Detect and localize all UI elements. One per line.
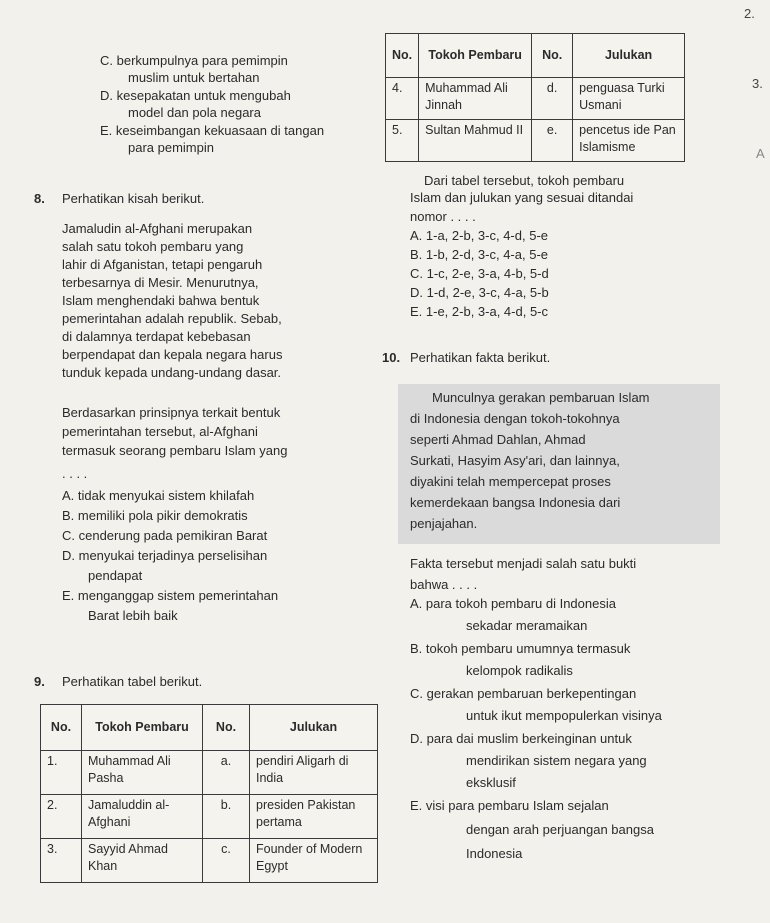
table-cell: d. <box>532 78 573 120</box>
table-cell: e. <box>532 120 573 162</box>
margin-mark-top: 2. <box>744 6 755 21</box>
passage-line: Jamaludin al-Afghani merupakan <box>62 221 253 236</box>
table-cell: Sultan Mahmud II <box>419 120 532 162</box>
q10-option-e-cont2: Indonesia <box>466 846 523 861</box>
q7-option-d-cont: model dan pola negara <box>128 105 261 120</box>
q9-question-line: Dari tabel tersebut, tokoh pembaru <box>424 173 625 188</box>
table-cell: Sayyid Ahmad Khan <box>82 839 203 883</box>
q8-option-e: E. menganggap sistem pemerintahan <box>62 588 279 603</box>
q8-question-line: pemerintahan tersebut, al-Afghani <box>62 424 258 439</box>
fact-line: diyakini telah mempercepat proses <box>410 474 611 489</box>
passage-line: di dalamnya terdapat kebebasan <box>62 329 251 344</box>
table-cell: presiden Pakistan pertama <box>250 795 378 839</box>
table-cell: Muhammad Ali Pasha <box>82 751 203 795</box>
q8-option-d-cont: pendapat <box>88 568 143 583</box>
q10-option-c: C. gerakan pembaruan berkepentingan <box>410 686 637 701</box>
q10-option-d-cont: mendirikan sistem negara yang <box>466 753 647 768</box>
passage-line: lahir di Afganistan, tetapi pengaruh <box>62 257 263 272</box>
q8-option-d: D. menyukai terjadinya perselisihan <box>62 548 268 563</box>
table-top-header-no2: No. <box>532 34 573 78</box>
q8-question-line: . . . . <box>62 466 88 481</box>
table-cell: b. <box>203 795 250 839</box>
table-cell: 1. <box>41 751 82 795</box>
table-q9 <box>40 704 378 883</box>
q10-option-a-cont: sekadar meramaikan <box>466 618 588 633</box>
q9-option-b: B. 1-b, 2-d, 3-c, 4-a, 5-e <box>410 247 549 262</box>
q8-prompt: Perhatikan kisah berikut. <box>62 191 205 206</box>
table-q9-header-no2: No. <box>203 705 250 751</box>
q10-num: 10. <box>382 350 401 365</box>
q7-option-c-cont: muslim untuk bertahan <box>128 70 260 85</box>
table-cell: Jamaluddin al-Afghani <box>82 795 203 839</box>
table-cell: pencetus ide Pan Islamisme <box>573 120 685 162</box>
passage-line: berpendapat dan kepala negara harus <box>62 347 283 362</box>
q8-number <box>34 191 45 207</box>
q7-option-c: C. berkumpulnya para pemimpin <box>100 53 288 68</box>
table-cell: 5. <box>386 120 419 162</box>
q10-option-b: B. tokoh pembaru umumnya termasuk <box>410 641 631 656</box>
table-cell: Founder of Modern Egypt <box>250 839 378 883</box>
q10-prompt: Perhatikan fakta berikut. <box>410 350 551 365</box>
q7-option-d: D. kesepakatan untuk mengubah <box>100 88 291 103</box>
table-cell: 3. <box>41 839 82 883</box>
q9-option-d: D. 1-d, 2-e, 3-c, 4-a, 5-b <box>410 285 549 300</box>
table-cell: 2. <box>41 795 82 839</box>
passage-line: terbesarnya di Mesir. Menurutnya, <box>62 275 259 290</box>
q10-option-b-cont: kelompok radikalis <box>466 663 573 678</box>
table-row <box>386 120 685 162</box>
passage-line: Islam menghendaki bahwa bentuk <box>62 293 260 308</box>
table-cell: pendiri Aligarh di India <box>250 751 378 795</box>
fact-line: kemerdekaan bangsa Indonesia dari <box>410 495 621 510</box>
q8-option-b: B. memiliki pola pikir demokratis <box>62 508 248 523</box>
table-cell: a. <box>203 751 250 795</box>
q10-question-line: bahwa . . . . <box>410 577 478 592</box>
table-cell: c. <box>203 839 250 883</box>
margin-mark-right: 3. <box>752 76 763 91</box>
passage-line: pemerintahan adalah republik. Sebab, <box>62 311 282 326</box>
q10-option-e: E. visi para pembaru Islam sejalan <box>410 798 609 813</box>
table-cell: penguasa Turki Usmani <box>573 78 685 120</box>
q10-option-e-cont: dengan arah perjuangan bangsa <box>466 822 654 837</box>
q8-question-line: Berdasarkan prinsipnya terkait bentuk <box>62 405 281 420</box>
table-top-header-tokoh: Tokoh Pembaru <box>419 34 532 78</box>
table-row <box>41 795 378 839</box>
table-q9-header-no: No. <box>41 705 82 751</box>
q9-option-a: A. 1-a, 2-b, 3-c, 4-d, 5-e <box>410 228 549 243</box>
table-row <box>41 751 378 795</box>
q8-num: 8. <box>34 191 45 206</box>
table-top-header-julukan: Julukan <box>573 34 685 78</box>
fact-line: penjajahan. <box>410 516 478 531</box>
q9-prompt: Perhatikan tabel berikut. <box>62 674 203 689</box>
q9-question-line: Islam dan julukan yang sesuai ditandai <box>410 190 634 205</box>
fact-line: Munculnya gerakan pembaruan Islam <box>432 390 650 405</box>
q10-number <box>382 350 400 366</box>
table-row <box>41 839 378 883</box>
table-top <box>385 33 685 162</box>
q9-option-e: E. 1-e, 2-b, 3-a, 4-d, 5-c <box>410 304 549 319</box>
q8-question-line: termasuk seorang pembaru Islam yang <box>62 443 288 458</box>
table-q9-header-tokoh: Tokoh Pembaru <box>82 705 203 751</box>
q9-num: 9. <box>34 674 45 689</box>
margin-mark-right-2: A <box>756 146 765 161</box>
q9-question-line: nomor . . . . <box>410 209 476 224</box>
q8-option-e-cont: Barat lebih baik <box>88 608 178 623</box>
q9-number <box>34 674 45 690</box>
table-row <box>386 78 685 120</box>
table-top-header-no: No. <box>386 34 419 78</box>
q10-option-d-cont2: eksklusif <box>466 775 516 790</box>
q8-option-c: C. cenderung pada pemikiran Barat <box>62 528 268 543</box>
q8-option-a: A. tidak menyukai sistem khilafah <box>62 488 255 503</box>
q7-option-e-cont: para pemimpin <box>128 140 214 155</box>
passage-line: salah satu tokoh pembaru yang <box>62 239 244 254</box>
q10-option-c-cont: untuk ikut mempopulerkan visinya <box>466 708 662 723</box>
fact-line: di Indonesia dengan tokoh-tokohnya <box>410 411 620 426</box>
q7-option-e: E. keseimbangan kekuasaan di tangan <box>100 123 325 138</box>
table-cell: 4. <box>386 78 419 120</box>
table-q9-header-julukan: Julukan <box>250 705 378 751</box>
q10-question-line: Fakta tersebut menjadi salah satu bukti <box>410 556 637 571</box>
q10-option-d: D. para dai muslim berkeinginan untuk <box>410 731 632 746</box>
fact-line: Surkati, Hasyim Asy'ari, dan lainnya, <box>410 453 620 468</box>
table-cell: Muhammad Ali Jinnah <box>419 78 532 120</box>
fact-line: seperti Ahmad Dahlan, Ahmad <box>410 432 586 447</box>
q10-option-a: A. para tokoh pembaru di Indonesia <box>410 596 616 611</box>
passage-line: tunduk kepada undang-undang dasar. <box>62 365 282 380</box>
q9-option-c: C. 1-c, 2-e, 3-a, 4-b, 5-d <box>410 266 549 281</box>
